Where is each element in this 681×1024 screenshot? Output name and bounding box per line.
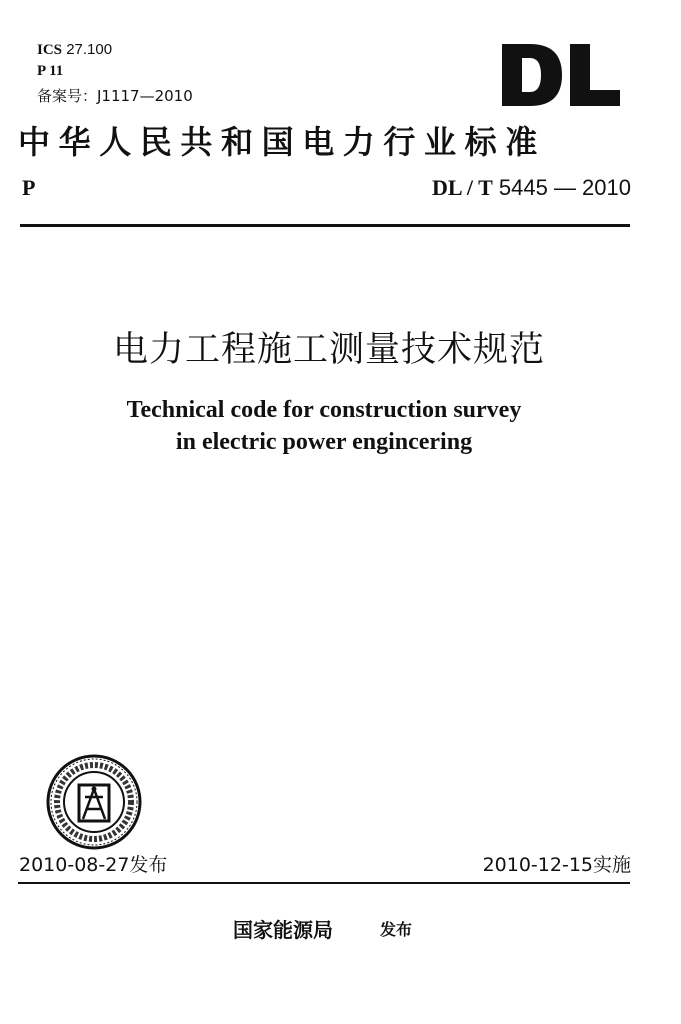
bottom-divider	[18, 882, 630, 884]
chinese-title: 电力工程施工测量技术规范	[112, 330, 545, 370]
english-title	[0, 394, 648, 458]
english-title-line1: Technical code for construction survey	[126, 397, 522, 423]
issuing-verb: 发布	[380, 920, 413, 939]
english-title-line2: in electric power engincering	[175, 429, 473, 455]
standard-class-letter: P	[22, 175, 36, 200]
top-divider	[20, 224, 630, 227]
category-code: P 11	[37, 63, 64, 79]
record-number: 备案号：J1117—2010	[37, 87, 193, 105]
ics-code: ICS 27.100	[37, 41, 113, 58]
issue-date: 2010-08-27发布	[19, 854, 168, 876]
standard-number-value: 5445 — 2010	[498, 175, 631, 200]
publisher-seal-icon	[45, 753, 143, 851]
issuing-authority: 国家能源局	[233, 918, 333, 942]
dl-logo	[500, 40, 622, 110]
standard-organization: 中华人民共和国电力行业标准	[18, 123, 546, 161]
effective-date: 2010-12-15实施	[482, 854, 631, 876]
standard-number-prefix: DL / T	[432, 175, 493, 200]
standard-number	[432, 175, 631, 201]
